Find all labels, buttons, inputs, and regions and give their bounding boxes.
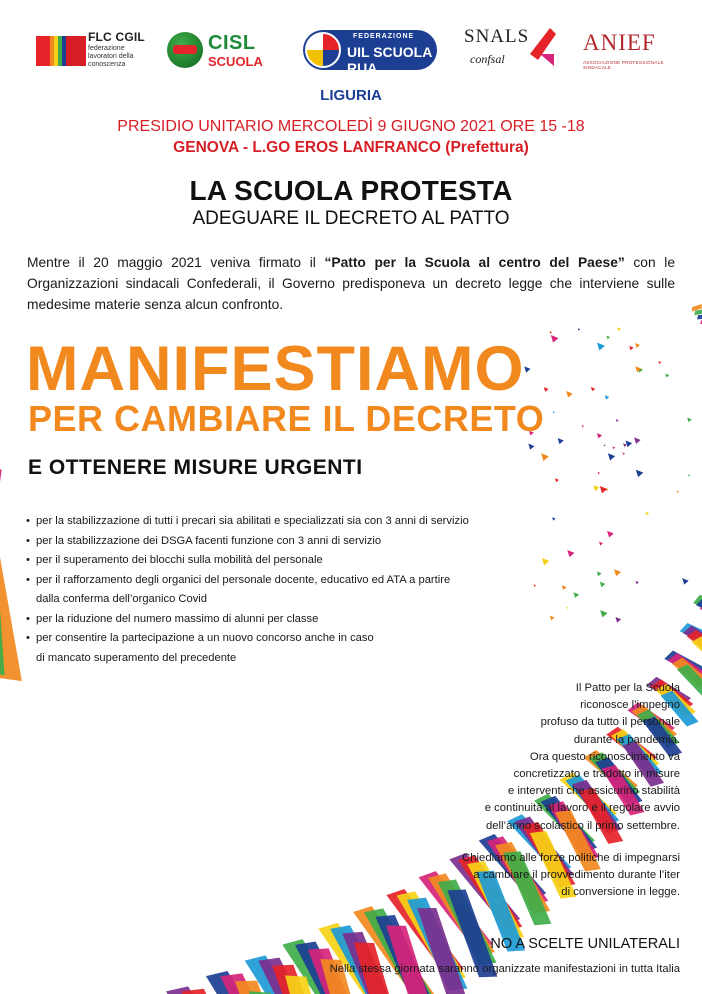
demand-item: • per la riduzione del numero massimo di alunni per classe xyxy=(26,610,546,630)
snals-subtitle: confsal xyxy=(470,52,505,66)
flc-cgil-subtitle: federazione lavoratori della conoscenza xyxy=(88,45,134,68)
confetti-piece xyxy=(600,486,607,493)
appeal-line: a cambiare il provvedimento durante l’iter xyxy=(473,869,680,882)
confetti-piece xyxy=(558,438,564,444)
confetti-piece xyxy=(687,417,692,422)
confetti-piece xyxy=(614,569,621,576)
cisl-title: CISL xyxy=(208,32,256,54)
confetti-piece xyxy=(634,437,641,444)
patto-line: concretizzato e tradotto in misure xyxy=(513,768,680,781)
confetti-piece xyxy=(551,335,559,343)
confetti-piece xyxy=(593,485,599,491)
intro-text-bold: “Patto per la Scuola al centro del Paese” xyxy=(324,255,625,270)
confetti-piece xyxy=(616,419,619,422)
confetti-piece xyxy=(582,425,584,427)
anief-subtitle: ASSOCIAZIONE PROFESSIONALE SINDACALE xyxy=(583,60,664,70)
demand-item: • per il rafforzamento degli organici del personale docente, educativo ed ATA a partire xyxy=(26,571,546,591)
cisl-emblem-icon xyxy=(167,32,203,68)
confetti-piece xyxy=(597,343,605,351)
confetti-piece xyxy=(541,453,549,461)
confetti-piece xyxy=(552,517,555,520)
patto-line: e interventi che assicurino stabilità xyxy=(507,785,680,798)
secondary-slogan: PER CAMBIARE IL DECRETO xyxy=(28,398,545,439)
demand-item: • per la stabilizzazione dei DSGA facenti funzione con 3 anni di servizio xyxy=(26,532,546,552)
confetti-piece xyxy=(645,512,649,516)
confetti-piece xyxy=(599,542,603,546)
snals-mark-icon xyxy=(526,24,558,68)
page-subtitle: ADEGUARE IL DECRETO AL PATTO xyxy=(192,208,510,229)
confetti-piece xyxy=(635,343,640,348)
uil-federazione-label: FEDERAZIONE xyxy=(353,33,415,40)
intro-paragraph xyxy=(27,252,675,315)
confetti-piece xyxy=(658,361,661,364)
confetti-piece xyxy=(553,411,555,413)
confetti-piece xyxy=(578,328,580,330)
confetti-piece xyxy=(550,331,552,333)
confetti-piece xyxy=(676,491,679,494)
appeal-line: Chiediamo alle forze politiche di impegnarsi xyxy=(462,852,680,864)
confetti-piece xyxy=(605,395,609,399)
footer-note: Nella stessa giornata saranno organizzate manifestazioni in tutta Italia xyxy=(329,963,680,975)
confetti-piece xyxy=(562,585,567,590)
confetti-piece xyxy=(604,444,606,446)
appeal-line: di conversione in legge. xyxy=(561,886,680,899)
confetti-piece xyxy=(598,472,600,474)
confetti-piece xyxy=(636,581,639,584)
confetti-piece xyxy=(607,531,614,538)
demand-item: • per consentire la partecipazione a un nuovo concorso anche in caso xyxy=(26,629,546,649)
cisl-subtitle: SCUOLA xyxy=(208,54,263,69)
anief-logo xyxy=(583,20,683,80)
patto-line: profuso da tutto il personale xyxy=(540,716,680,729)
confetti-piece xyxy=(597,572,602,577)
confetti-piece xyxy=(606,336,610,340)
confetti-piece xyxy=(600,610,607,617)
confetti-piece xyxy=(626,441,633,448)
confetti-piece xyxy=(555,478,559,482)
patto-line: riconosce l’impegno xyxy=(580,699,680,712)
uil-scuola-logo xyxy=(303,20,443,80)
demand-item: • per la stabilizzazione di tutti i precari sia abilitati e specializzati sia con 3 anni di servizio xyxy=(26,512,546,532)
flc-cgil-title: FLC CGIL xyxy=(88,30,145,44)
confetti-piece xyxy=(617,327,621,331)
closing-slogan: NO A SCELTE UNILATERALI xyxy=(490,936,680,952)
confetti-piece xyxy=(636,470,643,477)
region-heading: LIGURIA xyxy=(320,87,382,104)
confetti-piece xyxy=(573,592,579,598)
confetti-piece xyxy=(612,446,615,449)
uil-ball-icon xyxy=(305,32,341,68)
confetti-piece xyxy=(665,374,669,378)
confetti-piece xyxy=(688,474,690,476)
confetti-piece xyxy=(567,607,569,609)
confetti-piece xyxy=(544,387,549,392)
confetti-piece xyxy=(566,391,572,397)
intro-text-end: con le Organizzazioni sindacali Confederali, il Governo predisponeva un decreto legge che interviene sulle medesime materie senza alcun confronto. xyxy=(27,255,675,312)
confetti-piece xyxy=(528,444,534,450)
patto-line: e continuità al lavoro e il regolare avvio xyxy=(484,802,680,815)
patto-line: Ora questo riconoscimento va xyxy=(529,750,680,763)
flc-cgil-mark-icon xyxy=(36,34,94,68)
ribbon-strip xyxy=(0,500,22,681)
demand-item-continuation: dalla conferma dell’organico Covid xyxy=(36,593,208,605)
confetti-piece xyxy=(623,452,626,455)
main-slogan: MANIFESTIAMO xyxy=(26,334,525,404)
confetti-piece xyxy=(597,433,602,438)
logo-bar xyxy=(0,20,702,80)
patto-paragraph xyxy=(440,680,680,835)
confetti-piece xyxy=(600,582,606,588)
demands-list xyxy=(26,512,546,668)
anief-title: ANIEF xyxy=(583,30,656,55)
ribbon-strip xyxy=(697,314,702,319)
patto-line: dell’anno scolastico il primo settembre. xyxy=(485,819,680,832)
confetti-piece xyxy=(623,443,627,447)
confetti-piece xyxy=(591,387,595,391)
patto-line: durante la pandemia. xyxy=(573,733,680,746)
tertiary-slogan: E OTTENERE MISURE URGENTI xyxy=(28,456,363,479)
flc-cgil-logo xyxy=(36,20,146,80)
appeal-paragraph xyxy=(440,850,680,902)
intro-text-start: Mentre il 20 maggio 2021 veniva firmato il xyxy=(27,255,325,270)
confetti-piece xyxy=(629,346,633,350)
demand-item: • per il superamento dei blocchi sulla mobilità del personale xyxy=(26,551,546,571)
cisl-scuola-logo xyxy=(167,20,277,80)
patto-line: Il Patto per la Scuola xyxy=(575,682,680,694)
confetti-piece xyxy=(608,453,615,460)
confetti-piece xyxy=(524,366,530,372)
confetti-piece xyxy=(682,578,688,584)
event-location: GENOVA - L.GO EROS LANFRANCO (Prefettura) xyxy=(173,139,529,156)
event-datetime: PRESIDIO UNITARIO MERCOLEDÌ 9 GIUGNO 2021 ORE 15 -18 xyxy=(117,118,585,135)
confetti-piece xyxy=(567,550,574,557)
confetti-piece xyxy=(550,616,555,621)
snals-title: SNALS xyxy=(464,26,530,47)
page-title: LA SCUOLA PROTESTA xyxy=(189,175,513,206)
snals-logo xyxy=(464,20,564,80)
confetti-piece xyxy=(615,617,621,623)
demand-item-continuation: di mancato superamento del precedente xyxy=(36,651,237,664)
uil-title: UIL SCUOLA RUA xyxy=(347,44,432,76)
